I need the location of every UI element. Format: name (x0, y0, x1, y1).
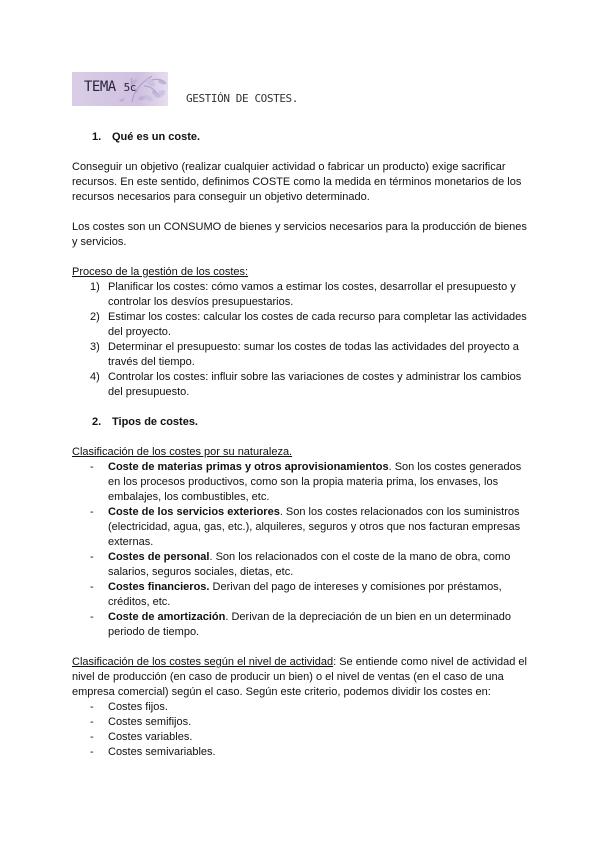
list-item: 4) Controlar los costes: influir sobre las variaciones de costes y administrar los cambios del presupuesto. (90, 371, 522, 398)
topic-badge-number: 5c (123, 81, 136, 94)
topic-badge-main: TEMA (84, 79, 116, 95)
activity-classification-paragraph: Clasificación de los costes según el nivel de actividad: Se entiende como nivel de actividad el nivel de producción (en caso de producir un bien) o el nivel de ventas (en el caso de una empresa comercial) según el caso. Según este criterio, podemos dividir los costes en: (72, 656, 527, 698)
list-item: - Costes financieros. Derivan del pago de intereses y comisiones por préstamos, créditos, etc. (90, 581, 502, 608)
list-item: 1) Planificar los costes: cómo vamos a estimar los costes, desarrollar el presupuesto y controlar los desvíos presupuestarios. (90, 281, 516, 308)
page-title: GESTIÓN DE COSTES. (186, 92, 299, 105)
section-2-title: Tipos de costes. (112, 416, 198, 428)
nature-classification-title: Clasificación de los costes por su naturaleza. (72, 446, 293, 458)
list-item: - Costes semivariables. (90, 746, 216, 758)
topic-badge-label (84, 79, 136, 95)
section-2-heading (72, 415, 532, 430)
list-item: 2) Estimar los costes: calcular los costes de cada recurso para completar las actividades del proyecto. (90, 311, 527, 338)
list-item: - Coste de amortización. Derivan de la depreciación de un bien en un determinado periodo de tiempo. (90, 611, 511, 638)
process-title: Proceso de la gestión de los costes: (72, 266, 249, 278)
section-2-number: 2. (92, 416, 102, 428)
section-1-paragraph-2: Los costes son un CONSUMO de bienes y servicios necesarios para la producción de bienes y servicios. (72, 221, 527, 248)
process-steps-list (72, 280, 532, 400)
activity-classification-title: Clasificación de los costes según el nivel de actividad (72, 656, 334, 668)
activity-cost-list (72, 700, 532, 760)
document-body (72, 130, 532, 760)
list-item: - Costes semifijos. (90, 716, 192, 728)
list-item: - Costes de personal. Son los relacionados con el coste de la mano de obra, como salarios, seguros sociales, dietas, etc. (90, 551, 511, 578)
section-1-number: 1. (92, 131, 102, 143)
list-item: - Coste de materias primas y otros aprovisionamientos. Son los costes generados en los procesos productivos, como son la propia materia prima, los envases, los embalajes, los combustibles, etc. (90, 461, 522, 503)
list-item: 3) Determinar el presupuesto: sumar los costes de todas las actividades del proyecto a través del tiempo. (90, 341, 519, 368)
section-1-paragraph-1: Conseguir un objetivo (realizar cualquier actividad o fabricar un producto) exige sacrificar recursos. En este sentido, definimos COSTE como la medida en términos monetarios de los recursos necesarios para conseguir un objetivo determinado. (72, 161, 522, 203)
section-1-title: Qué es un coste. (112, 131, 201, 143)
side-leaf-icon (140, 72, 180, 106)
list-item: - Coste de los servicios exteriores. Son los costes relacionados con los suministros (electricidad, agua, gas, etc.), alquileres, seguros y otros que nos facturan empresas externas. (90, 506, 521, 548)
section-1-heading (72, 130, 532, 145)
list-item: - Costes variables. (90, 731, 193, 743)
nature-cost-list (72, 460, 532, 640)
list-item: - Costes fijos. (90, 701, 168, 713)
